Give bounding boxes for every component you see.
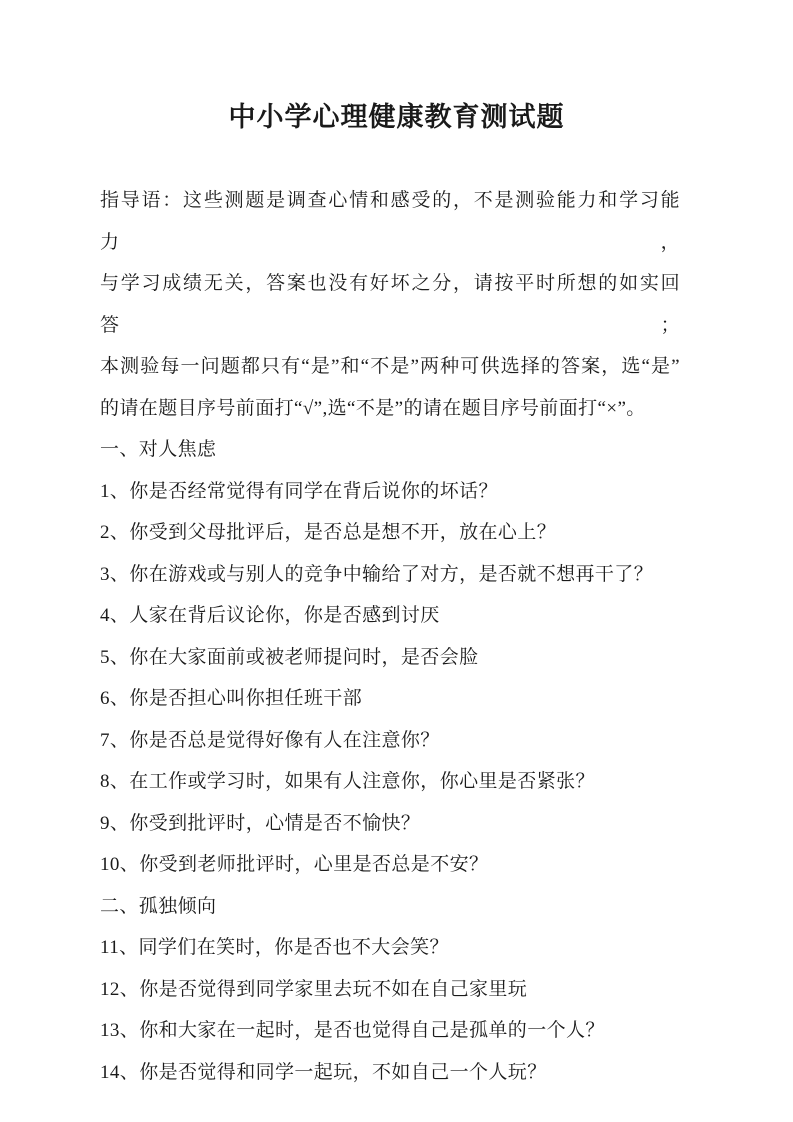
instructions-line: 的请在题目序号前面打“√”,选“不是”的请在题目序号前面打“×”。	[100, 397, 646, 419]
section-anxiety	[100, 429, 680, 886]
question-item: 13、你和大家在一起时，是否也觉得自己是孤单的一个人？	[100, 1020, 605, 1041]
section-heading: 一、对人焦虑	[100, 439, 217, 460]
question-item: 5、你在大家面前或被老师提问时，是否会脸	[100, 646, 479, 668]
question-item: 1、你是否经常觉得有同学在背后说你的坏话？	[100, 480, 498, 502]
question-item: 8、在工作或学习时，如果有人注意你，你心里是否紧张？	[100, 771, 595, 792]
question-item: 9、你受到批评时，心情是否不愉快？	[100, 812, 421, 834]
instructions-line: 本测验每一问题都只有“是”和“不是”两种可供选择的答案，选“是”	[100, 356, 680, 377]
question-item: 4、人家在背后议论你，你是否感到讨厌	[100, 605, 440, 626]
question-item: 6、你是否担心叫你担任班干部	[100, 688, 363, 709]
question-item: 2、你受到父母批评后，是否总是想不开，放在心上？	[100, 522, 557, 543]
question-item: 3、你在游戏或与别人的竞争中输给了对方，是否就不想再干了？	[100, 563, 654, 585]
question-item: 10、你受到老师批评时，心里是否总是不安？	[100, 854, 489, 875]
question-item: 11、同学们在笑时，你是否也不大会笑？	[100, 937, 449, 958]
instructions-paragraph	[100, 180, 680, 429]
question-item: 7、你是否总是觉得好像有人在注意你？	[100, 729, 440, 751]
instructions-line: 与学习成绩无关，答案也没有好坏之分，请按平时所想的如实回答；	[100, 273, 680, 336]
page-title: 中小学心理健康教育测试题	[228, 102, 565, 132]
document-body	[100, 180, 680, 1093]
section-loneliness	[100, 886, 680, 1094]
instructions-line: 指导语：这些测题是调查心情和感受的，不是测验能力和学习能力，	[100, 190, 680, 253]
question-item: 14、你是否觉得和同学一起玩，不如自己一个人玩？	[100, 1061, 547, 1083]
question-item: 12、你是否觉得到同学家里去玩不如在自己家里玩	[100, 978, 528, 1000]
section-heading: 二、孤独倾向	[100, 895, 217, 917]
